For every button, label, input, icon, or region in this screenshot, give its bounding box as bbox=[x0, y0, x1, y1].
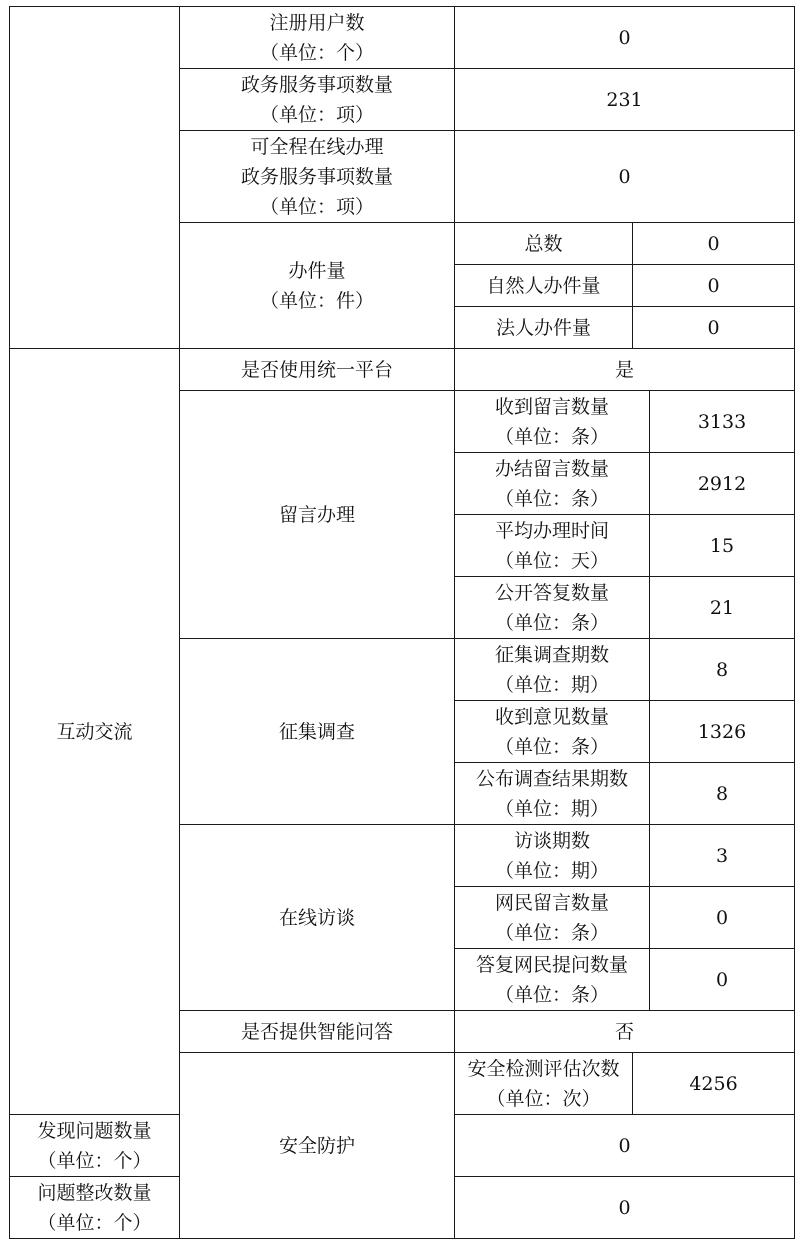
survey-periods-unit: （单位：期） bbox=[494, 673, 609, 696]
smart-qa-value: 否 bbox=[455, 1011, 795, 1053]
section-security-label: 安全防护 bbox=[278, 1134, 355, 1157]
row-registered-users bbox=[10, 7, 795, 69]
registered-users-label-cell bbox=[180, 7, 455, 69]
issues-found-unit: （单位：个） bbox=[37, 1149, 152, 1172]
section-security-cell bbox=[180, 1053, 455, 1239]
interview-netizen-messages-value: 0 bbox=[650, 887, 795, 949]
assessments-label-cell bbox=[455, 1053, 633, 1115]
interview-answers-value: 0 bbox=[650, 949, 795, 1011]
online-items-value: 0 bbox=[455, 131, 795, 223]
messages-received-label-cell bbox=[455, 391, 650, 453]
survey-label: 征集调查 bbox=[180, 639, 455, 825]
handling-total-label: 总数 bbox=[455, 223, 633, 265]
interview-periods-value: 3 bbox=[650, 825, 795, 887]
assessments-unit: （单位：次） bbox=[486, 1087, 601, 1110]
interview-periods-unit: （单位：期） bbox=[494, 859, 609, 882]
section-interaction-cell bbox=[10, 349, 180, 1115]
handling-label-cell bbox=[180, 223, 455, 349]
survey-results-value: 8 bbox=[650, 763, 795, 825]
assessments-label: 安全检测评估次数 bbox=[467, 1057, 620, 1080]
section-interaction-label: 互动交流 bbox=[56, 720, 133, 743]
issues-found-label-cell bbox=[10, 1115, 180, 1177]
interview-answers-label-cell bbox=[455, 949, 650, 1011]
handling-label: 办件量 bbox=[288, 259, 346, 282]
interview-netizen-messages-unit: （单位：条） bbox=[494, 921, 609, 944]
online-items-unit: （单位：项） bbox=[259, 195, 374, 218]
survey-opinions-label-cell bbox=[455, 701, 650, 763]
handling-legal-value: 0 bbox=[633, 307, 795, 349]
registered-users-unit: （单位：个） bbox=[259, 41, 374, 64]
survey-periods-value: 8 bbox=[650, 639, 795, 701]
issues-fixed-label-cell bbox=[10, 1177, 180, 1239]
online-items-label-line2: 政务服务事项数量 bbox=[240, 165, 393, 188]
interview-answers-label: 答复网民提问数量 bbox=[475, 953, 628, 976]
handling-natural-label: 自然人办件量 bbox=[455, 265, 633, 307]
issues-found-value: 0 bbox=[455, 1115, 795, 1177]
handling-natural-value: 0 bbox=[633, 265, 795, 307]
messages-received-unit: （单位：条） bbox=[494, 425, 609, 448]
messages-concluded-value: 2912 bbox=[650, 453, 795, 515]
messages-avg-time-label: 平均办理时间 bbox=[494, 519, 609, 542]
messages-label: 留言办理 bbox=[180, 391, 455, 639]
survey-opinions-label: 收到意见数量 bbox=[494, 705, 609, 728]
messages-received-value: 3133 bbox=[650, 391, 795, 453]
survey-results-label-cell bbox=[455, 763, 650, 825]
messages-public-replies-label-cell bbox=[455, 577, 650, 639]
assessments-value: 4256 bbox=[633, 1053, 795, 1115]
service-items-value: 231 bbox=[455, 69, 795, 131]
section-service-cell bbox=[10, 7, 180, 349]
messages-public-replies-unit: （单位：条） bbox=[494, 611, 609, 634]
interview-label: 在线访谈 bbox=[180, 825, 455, 1011]
survey-opinions-unit: （单位：条） bbox=[494, 735, 609, 758]
messages-public-replies-label: 公开答复数量 bbox=[494, 581, 609, 604]
messages-concluded-unit: （单位：条） bbox=[494, 487, 609, 510]
interview-periods-label: 访谈期数 bbox=[513, 829, 590, 852]
online-items-label-line1: 可全程在线办理 bbox=[250, 135, 384, 158]
handling-unit: （单位：件） bbox=[259, 289, 374, 312]
survey-periods-label-cell bbox=[455, 639, 650, 701]
survey-periods-label: 征集调查期数 bbox=[494, 643, 609, 666]
registered-users-value: 0 bbox=[455, 7, 795, 69]
service-items-label: 政务服务事项数量 bbox=[240, 73, 393, 96]
row-unified-platform bbox=[10, 349, 795, 391]
service-items-label-cell bbox=[180, 69, 455, 131]
interview-netizen-messages-label-cell bbox=[455, 887, 650, 949]
messages-avg-time-value: 15 bbox=[650, 515, 795, 577]
registered-users-label: 注册用户数 bbox=[269, 11, 365, 34]
survey-results-label: 公布调查结果期数 bbox=[475, 767, 628, 790]
issues-fixed-value: 0 bbox=[455, 1177, 795, 1239]
handling-total-value: 0 bbox=[633, 223, 795, 265]
interview-answers-unit: （单位：条） bbox=[494, 983, 609, 1006]
smart-qa-label: 是否提供智能问答 bbox=[180, 1011, 455, 1053]
survey-opinions-value: 1326 bbox=[650, 701, 795, 763]
issues-fixed-unit: （单位：个） bbox=[37, 1211, 152, 1234]
handling-legal-label: 法人办件量 bbox=[455, 307, 633, 349]
messages-received-label: 收到留言数量 bbox=[494, 395, 609, 418]
messages-concluded-label-cell bbox=[455, 453, 650, 515]
messages-avg-time-unit: （单位：天） bbox=[494, 549, 609, 572]
survey-results-unit: （单位：期） bbox=[494, 797, 609, 820]
online-items-label-cell bbox=[180, 131, 455, 223]
interview-periods-label-cell bbox=[455, 825, 650, 887]
interview-netizen-messages-label: 网民留言数量 bbox=[494, 891, 609, 914]
unified-platform-value: 是 bbox=[455, 349, 795, 391]
service-items-unit: （单位：项） bbox=[259, 103, 374, 126]
issues-fixed-label: 问题整改数量 bbox=[37, 1181, 152, 1204]
issues-found-label: 发现问题数量 bbox=[37, 1119, 152, 1142]
messages-concluded-label: 办结留言数量 bbox=[494, 457, 609, 480]
messages-avg-time-label-cell bbox=[455, 515, 650, 577]
messages-public-replies-value: 21 bbox=[650, 577, 795, 639]
unified-platform-label: 是否使用统一平台 bbox=[180, 349, 455, 391]
statistics-table bbox=[9, 6, 795, 1239]
